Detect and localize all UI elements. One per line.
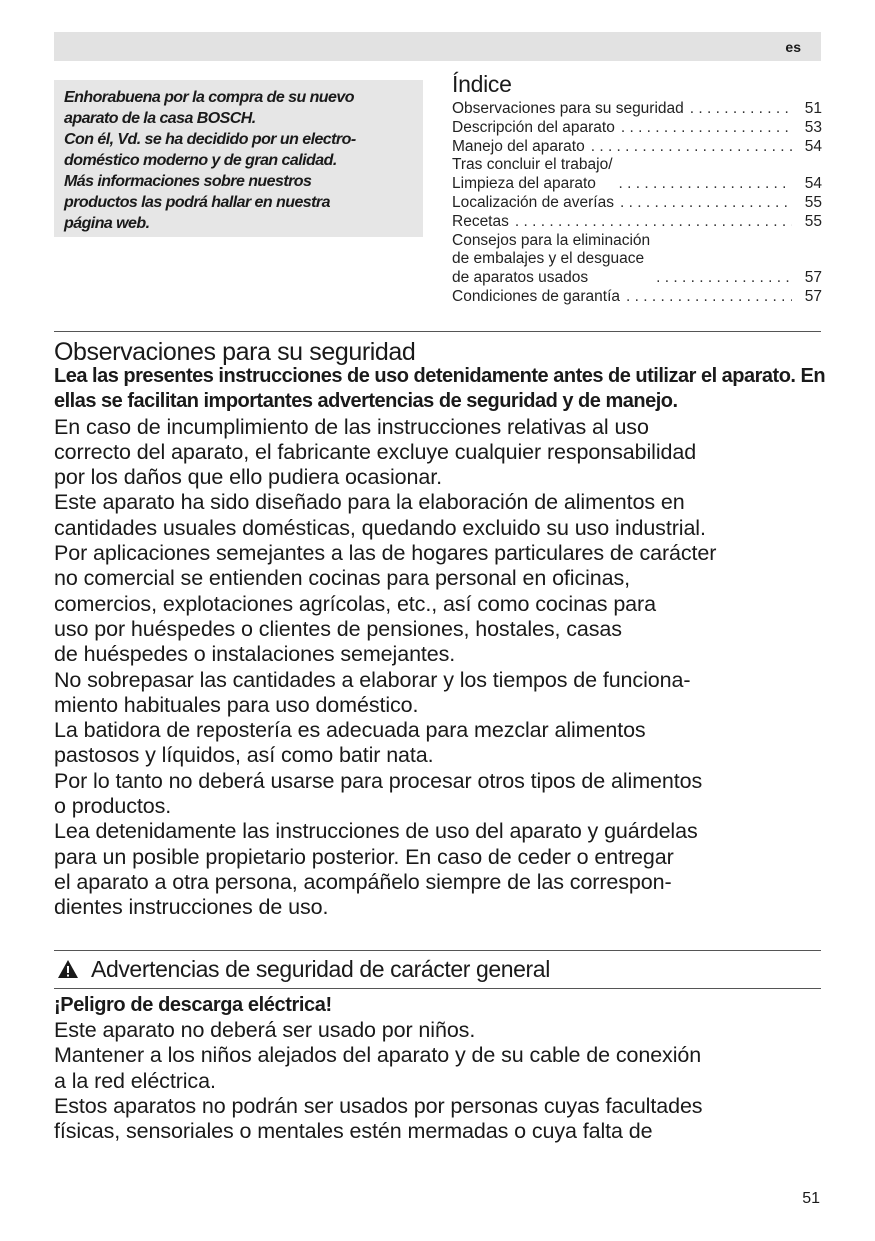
toc-leader [620, 194, 792, 213]
paragraph: Este aparato ha sido diseñado para la elaboración de alimentos en cantidades usuales domésticas, quedando excluido su uso industrial. Por aplicaciones semejantes a las de hogares particulares de carácter no comercial se entienden cocinas para personal en oficinas, comercios, explotaciones agrícolas, etc., así como cocinas para uso por huéspedes o clientes de pensiones, hostales, casas de huéspedes o instalaciones semejantes. [54, 490, 717, 667]
safety-section [54, 364, 829, 921]
header-bar [54, 32, 821, 61]
toc-title: Índice [452, 71, 512, 97]
section-divider [54, 950, 821, 951]
general-warnings-section [54, 993, 829, 1144]
paragraph: Por lo tanto no deberá usarse para procesar otros tipos de alimentos o productos. [54, 768, 703, 819]
paragraph: No sobrepasar las cantidades a elaborar y los tiempos de funciona- miento habituales para uso doméstico. [54, 667, 691, 717]
toc-item[interactable] [452, 232, 822, 288]
toc-item-label: Manejo del aparato [452, 137, 585, 155]
toc-leader [515, 213, 792, 232]
general-warnings-heading [54, 954, 550, 984]
toc-item[interactable] [452, 156, 822, 194]
paragraph: Lea detenidamente las instrucciones de uso del aparato y guárdelas para un posible propietario posterior. En caso de ceder o entregar el aparato a otra persona, acompáñelo siempre de las correspon- dientes instrucciones de uso. [54, 819, 698, 920]
toc-item-label: Consejos para la eliminación de embalajes y el desguace de aparatos usados [452, 231, 651, 287]
language-label: es [785, 39, 801, 55]
toc-item[interactable] [452, 138, 822, 157]
table-of-contents [452, 70, 822, 307]
warning-icon [57, 959, 79, 979]
paragraph: Estos aparatos no podrán ser usados por personas cuyas facultades físicas, sensoriales o mentales estén mermadas o cuya falta de [54, 1093, 703, 1144]
toc-item[interactable] [452, 213, 822, 232]
toc-leader [621, 119, 792, 138]
toc-item[interactable] [452, 119, 822, 138]
toc-item-page: 54 [804, 137, 822, 155]
page-number: 51 [802, 1190, 820, 1207]
toc-item-page: 55 [804, 193, 822, 211]
toc-item-page: 53 [804, 118, 822, 136]
paragraph: La batidora de repostería es adecuada para mezclar alimentos pastosos y líquidos, así como batir nata. [54, 718, 646, 768]
electric-shock-subtitle: ¡Peligro de descarga eléctrica! [54, 994, 332, 1016]
toc-leader [591, 138, 792, 157]
toc-item-label: Observaciones para su seguridad [452, 100, 684, 117]
section-divider [54, 988, 821, 989]
toc-leader [690, 100, 792, 119]
toc-leader [626, 288, 792, 307]
toc-item-page: 51 [804, 100, 822, 117]
intro-text: Enhorabuena por la compra de su nuevo aparato de la casa BOSCH. Con él, Vd. se ha decidido por un electro- doméstico moderno y de gran calidad. Más informaciones sobre nuestros productos las podrá hallar en nuestra página web. [64, 89, 356, 232]
general-warnings-title: Advertencias de seguridad de carácter general [91, 956, 550, 982]
toc-item-label: Descripción del aparato [452, 118, 615, 136]
toc-item[interactable] [452, 100, 822, 119]
toc-list [452, 100, 822, 307]
toc-item-page: 57 [804, 269, 822, 287]
toc-item-label: Condiciones de garantía [452, 287, 621, 305]
intro-box [54, 80, 423, 237]
toc-item[interactable] [452, 288, 822, 307]
toc-item-page: 55 [804, 212, 822, 230]
paragraph: En caso de incumplimiento de las instrucciones relativas al uso correcto del aparato, el fabricante excluye cualquier responsabilidad por los daños que ello pudiera ocasionar. [54, 414, 697, 490]
safety-lead: Lea las presentes instrucciones de uso detenidamente antes de utilizar el aparato. En ellas se facilitan importantes advertencias de seguridad y de manejo. [54, 365, 826, 413]
toc-item[interactable] [452, 194, 822, 213]
section-divider [54, 331, 821, 332]
toc-leader [619, 175, 792, 194]
toc-item-page: 57 [804, 287, 822, 305]
safety-title: Observaciones para su seguridad [54, 338, 416, 366]
paragraph: Mantener a los niños alejados del aparato y de su cable de conexión a la red eléctrica. [54, 1043, 702, 1093]
toc-item-label: Tras concluir el trabajo/ Limpieza del aparato [452, 156, 613, 193]
toc-leader [656, 269, 792, 288]
toc-item-page: 54 [804, 175, 822, 193]
paragraph: Este aparato no deberá ser usado por niños. [54, 1018, 476, 1042]
toc-item-label: Localización de averías [452, 193, 614, 211]
toc-item-label: Recetas [452, 212, 509, 230]
